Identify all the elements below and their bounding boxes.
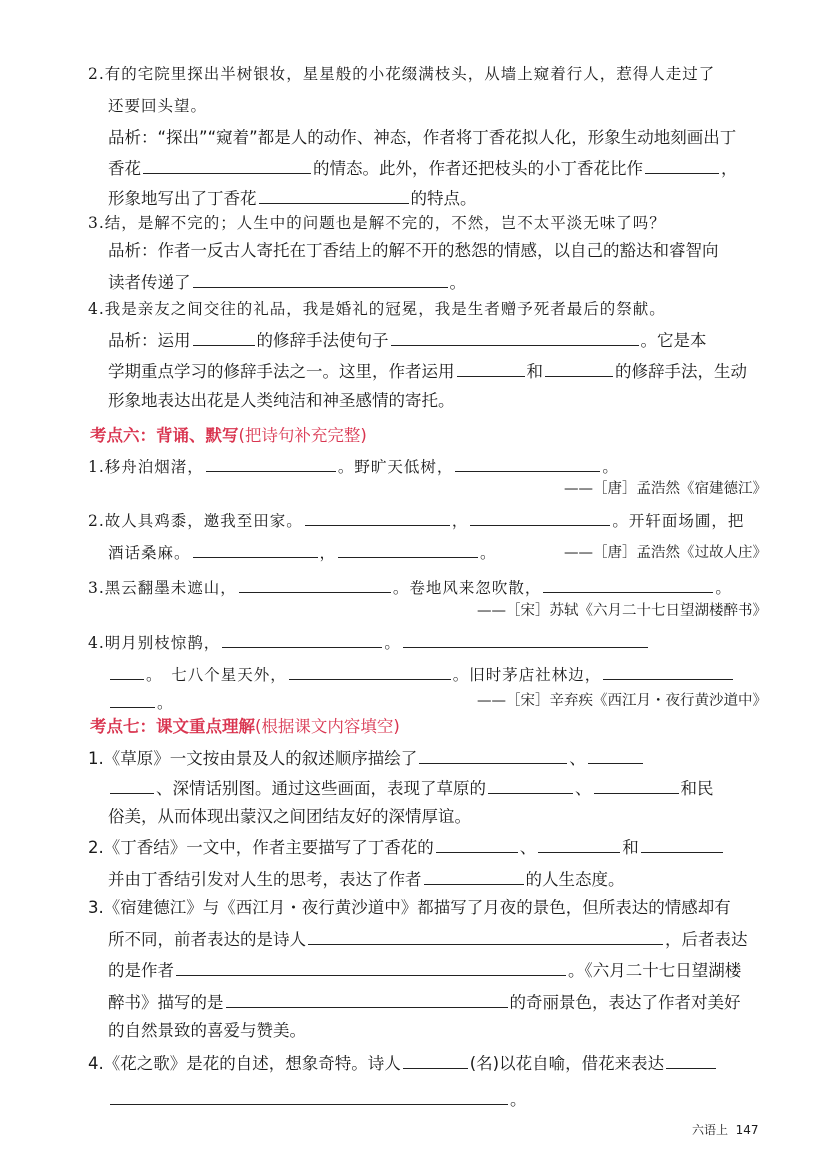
answer-blank[interactable] — [419, 746, 567, 764]
k2-line2: 并由丁香结引发对人生的思考，表达了作者 的人生态度。 — [108, 867, 625, 891]
answer-blank[interactable] — [226, 990, 508, 1008]
k3-line5: 的自然景致的喜爱与赞美。 — [108, 1021, 306, 1040]
question-number: 2. — [88, 65, 105, 83]
answer-blank[interactable] — [543, 575, 713, 593]
k2-line1: 2.《丁香结》一文中，作者主要描写了丁香花的 、 和 — [88, 835, 725, 859]
k1-line3: 俗美，从而体现出蒙汉之间团结友好的深情厚谊。 — [108, 807, 471, 826]
page-footer — [692, 1121, 759, 1138]
poem-source: ——［唐］孟浩然《过故人庄》 — [564, 545, 767, 561]
poem-2: 2.故人具鸡黍，邀我至田家。 ， 。开轩面场圃，把 — [88, 508, 744, 532]
poem-4-end: 。 — [108, 690, 174, 714]
poem-3: 3.黑云翻墨未遮山， 。卷地风来忽吹散， 。 — [88, 575, 732, 599]
answer-blank[interactable] — [110, 690, 155, 708]
q2-analysis-line2: 香花 的情态。此外，作者还把枝头的小丁香花比作 ， — [108, 156, 738, 180]
answer-blank[interactable] — [289, 662, 451, 680]
q2-analysis-line3: 形象地写出了丁香花 的特点。 — [108, 186, 477, 210]
answer-blank[interactable] — [641, 835, 723, 853]
q2-text: 2.有的宅院里探出半树银妆，星星般的小花缀满枝头，从墙上窥着行人，惹得人走过了 — [88, 65, 716, 83]
poem-2-cont: 酒话桑麻。 ， 。 — [108, 540, 497, 564]
answer-blank[interactable] — [222, 630, 382, 648]
answer-blank[interactable] — [603, 662, 733, 680]
answer-blank[interactable] — [193, 540, 318, 558]
answer-blank[interactable] — [424, 867, 524, 885]
k4-line1: 4.《花之歌》是花的自述，想象奇特。诗人 (名)以花自喻，借花来表达 — [88, 1051, 718, 1075]
answer-blank[interactable] — [110, 1087, 508, 1105]
k3-line3: 的是作者 。《六月二十七日望湖楼 — [108, 958, 741, 982]
k1-line2: 、深情话别图。通过这些画面，表现了草原的 、 和民 — [108, 776, 714, 800]
k3-line2: 所不同，前者表达的是诗人 ，后者表达 — [108, 927, 748, 951]
answer-blank[interactable] — [403, 1051, 468, 1069]
answer-blank[interactable] — [305, 508, 450, 526]
answer-blank[interactable] — [193, 328, 255, 346]
answer-blank[interactable] — [666, 1051, 716, 1069]
answer-blank[interactable] — [193, 270, 448, 288]
answer-blank[interactable] — [645, 156, 719, 174]
answer-blank[interactable] — [206, 454, 336, 472]
answer-blank[interactable] — [470, 508, 610, 526]
poem-source: ——［宋］苏轼《六月二十七日望湖楼醉书》 — [477, 603, 767, 619]
page-number: 147 — [735, 1123, 759, 1137]
answer-blank[interactable] — [457, 359, 525, 377]
k3-line1: 3.《宿建德江》与《西江月・夜行黄沙道中》都描写了月夜的景色，但所表达的情感却有 — [88, 898, 731, 917]
k1-line1: 1.《草原》一文按由景及人的叙述顺序描绘了 、 — [88, 746, 645, 770]
section-6-heading: 考点六：背诵、默写(把诗句补充完整) — [90, 426, 367, 445]
q4-text: 4.我是亲友之间交往的礼品，我是婚礼的冠冕，我是生者赠予死者最后的祭献。 — [88, 300, 666, 318]
section-7-heading: 考点七：课文重点理解(根据课文内容填空) — [90, 717, 400, 736]
answer-blank[interactable] — [110, 662, 144, 680]
answer-blank[interactable] — [143, 156, 311, 174]
answer-blank[interactable] — [259, 186, 409, 204]
answer-blank[interactable] — [455, 454, 600, 472]
answer-blank[interactable] — [436, 835, 518, 853]
answer-blank[interactable] — [403, 630, 648, 648]
q3-analysis-line2: 读者传递了 。 — [108, 270, 466, 294]
q3-analysis: 品析：作者一反古人寄托在丁香结上的解不开的愁怨的情感，以自己的豁达和睿智向 — [108, 241, 719, 260]
q4-analysis-line2: 学期重点学习的修辞手法之一。这里，作者运用 和 的修辞手法，生动 — [108, 359, 747, 383]
answer-blank[interactable] — [176, 958, 566, 976]
answer-blank[interactable] — [391, 328, 639, 346]
poem-source: ——［唐］孟浩然《宿建德江》 — [564, 481, 767, 497]
answer-blank[interactable] — [488, 776, 573, 794]
q4-analysis-line3: 形象地表达出花是人类纯洁和神圣感情的寄托。 — [108, 391, 455, 410]
poem-4: 4.明月别枝惊鹊， 。 — [88, 630, 650, 654]
q2-text-cont: 还要回头望。 — [108, 97, 208, 115]
q2-analysis: 品析：“探出”“窥着”都是人的动作、神态，作者将丁香花拟人化，形象生动地刻画出丁 — [108, 128, 737, 147]
answer-blank[interactable] — [538, 835, 620, 853]
page-label: 六语上 — [692, 1123, 729, 1137]
answer-blank[interactable] — [110, 776, 154, 794]
q3-text: 3.结，是解不完的；人生中的问题也是解不完的，不然，岂不太平淡无味了吗？ — [88, 214, 666, 232]
poem-source: ——［宋］辛弃疾《西江月・夜行黄沙道中》 — [477, 693, 767, 709]
poem-1: 1.移舟泊烟渚， 。野旷天低树， 。 — [88, 454, 619, 478]
answer-blank[interactable] — [588, 746, 643, 764]
k4-line2: 。 — [108, 1087, 527, 1111]
answer-blank[interactable] — [594, 776, 679, 794]
q4-analysis: 品析：运用 的修辞手法使句子 。它是本 — [108, 328, 707, 352]
k3-line4: 醉书》描写的是 的奇丽景色，表达了作者对美好 — [108, 990, 741, 1014]
answer-blank[interactable] — [338, 540, 478, 558]
poem-4-cont: 。 七八个星天外， 。旧时茅店社林边， — [108, 662, 735, 686]
answer-blank[interactable] — [308, 927, 663, 945]
answer-blank[interactable] — [239, 575, 391, 593]
answer-blank[interactable] — [545, 359, 613, 377]
